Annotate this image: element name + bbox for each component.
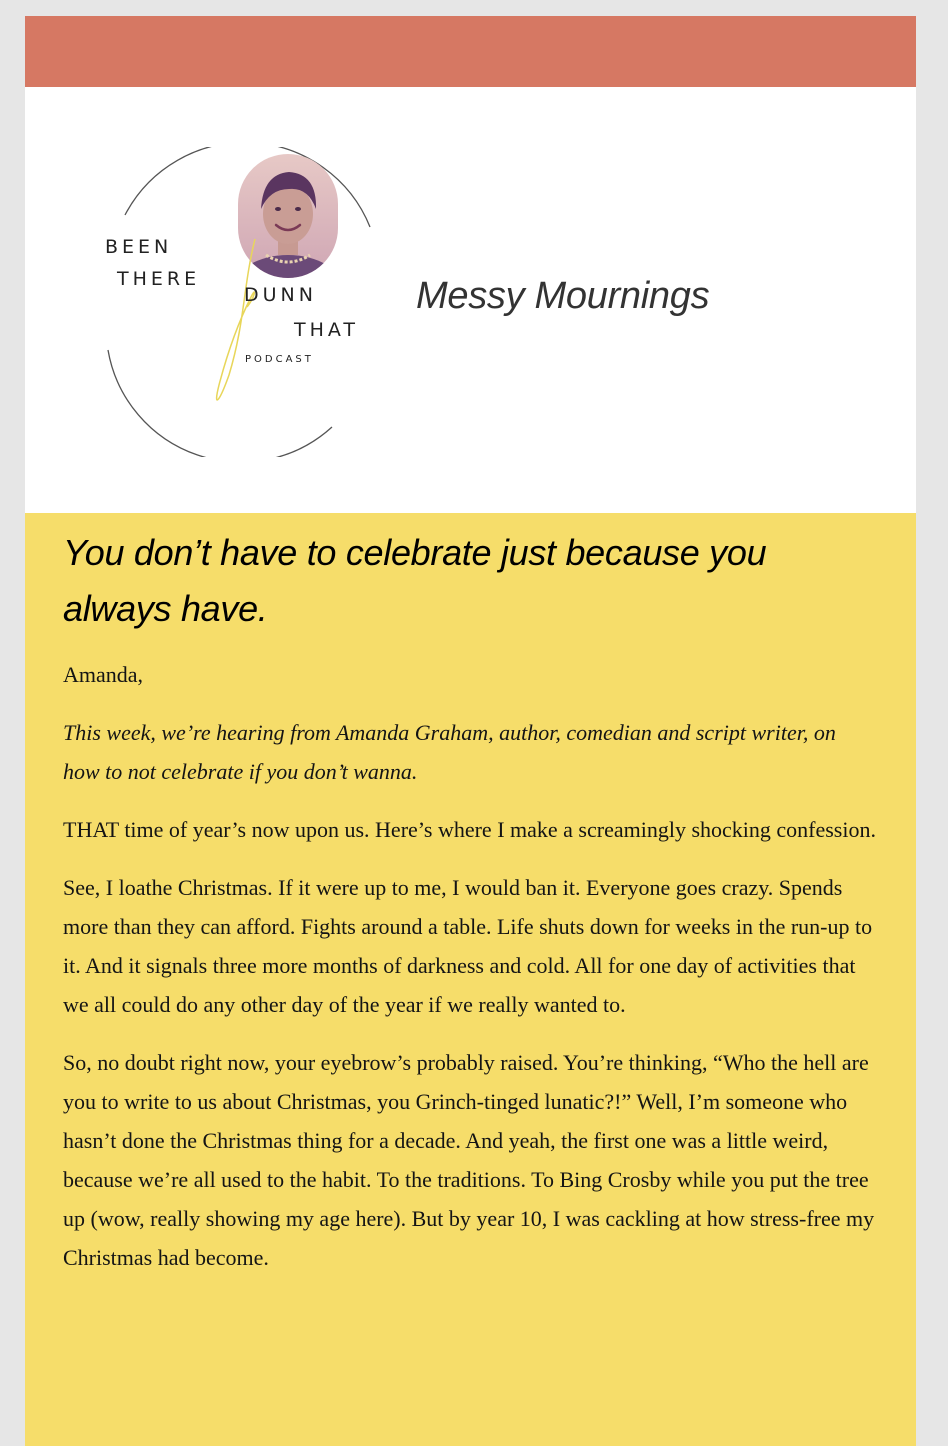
article-content [25, 513, 916, 1446]
email-header [25, 87, 916, 513]
top-color-band [25, 16, 916, 87]
logo-arc-bottom [108, 350, 332, 457]
article-headline: You don’t have to celebrate just because you always have. [63, 532, 767, 629]
svg-text:BEEN: BEEN [105, 236, 173, 258]
body-paragraph: So, no doubt right now, your eyebrow’s probably raised. You’re thinking, “Who the hell are you to write to us about Christmas, you Grinch-tinged lunatic?!” Well, I’m someone who hasn’t done the Christmas thing for a decade. And yeah, the first one was a little weird, because we’re all used to the habit. To the traditions. To Bing Crosby while you put the tree up (wow, really showing my age here). But by year 10, I was cackling at how stress-free my Christmas had become. [63, 1050, 875, 1270]
svg-text:DUNN: DUNN [244, 284, 317, 306]
newsletter-title: Messy Mournings [416, 275, 710, 317]
email-container [25, 16, 916, 1446]
svg-text:THERE: THERE [117, 268, 201, 290]
intro-paragraph: This week, we’re hearing from Amanda Graham, author, comedian and script writer, on how to not celebrate if you don’t wanna. [63, 720, 836, 784]
body-paragraph: THAT time of year’s now upon us. Here’s where I make a screamingly shocking confession. [63, 817, 876, 842]
svg-text:PODCAST: PODCAST [245, 354, 314, 365]
podcast-logo [95, 147, 425, 457]
article-body [63, 655, 876, 1277]
greeting: Amanda, [63, 662, 144, 687]
body-paragraph: See, I loathe Christmas. If it were up to me, I would ban it. Everyone goes crazy. Spends more than they can afford. Fights around a table. Life shuts down for weeks in the run-up to it. And it signals three more months of darkness and cold. All for one day of activities that we all could do any other day of the year if we really wanted to. [63, 875, 873, 1017]
svg-text:THAT: THAT [294, 319, 360, 341]
logo-scribble [217, 239, 255, 400]
